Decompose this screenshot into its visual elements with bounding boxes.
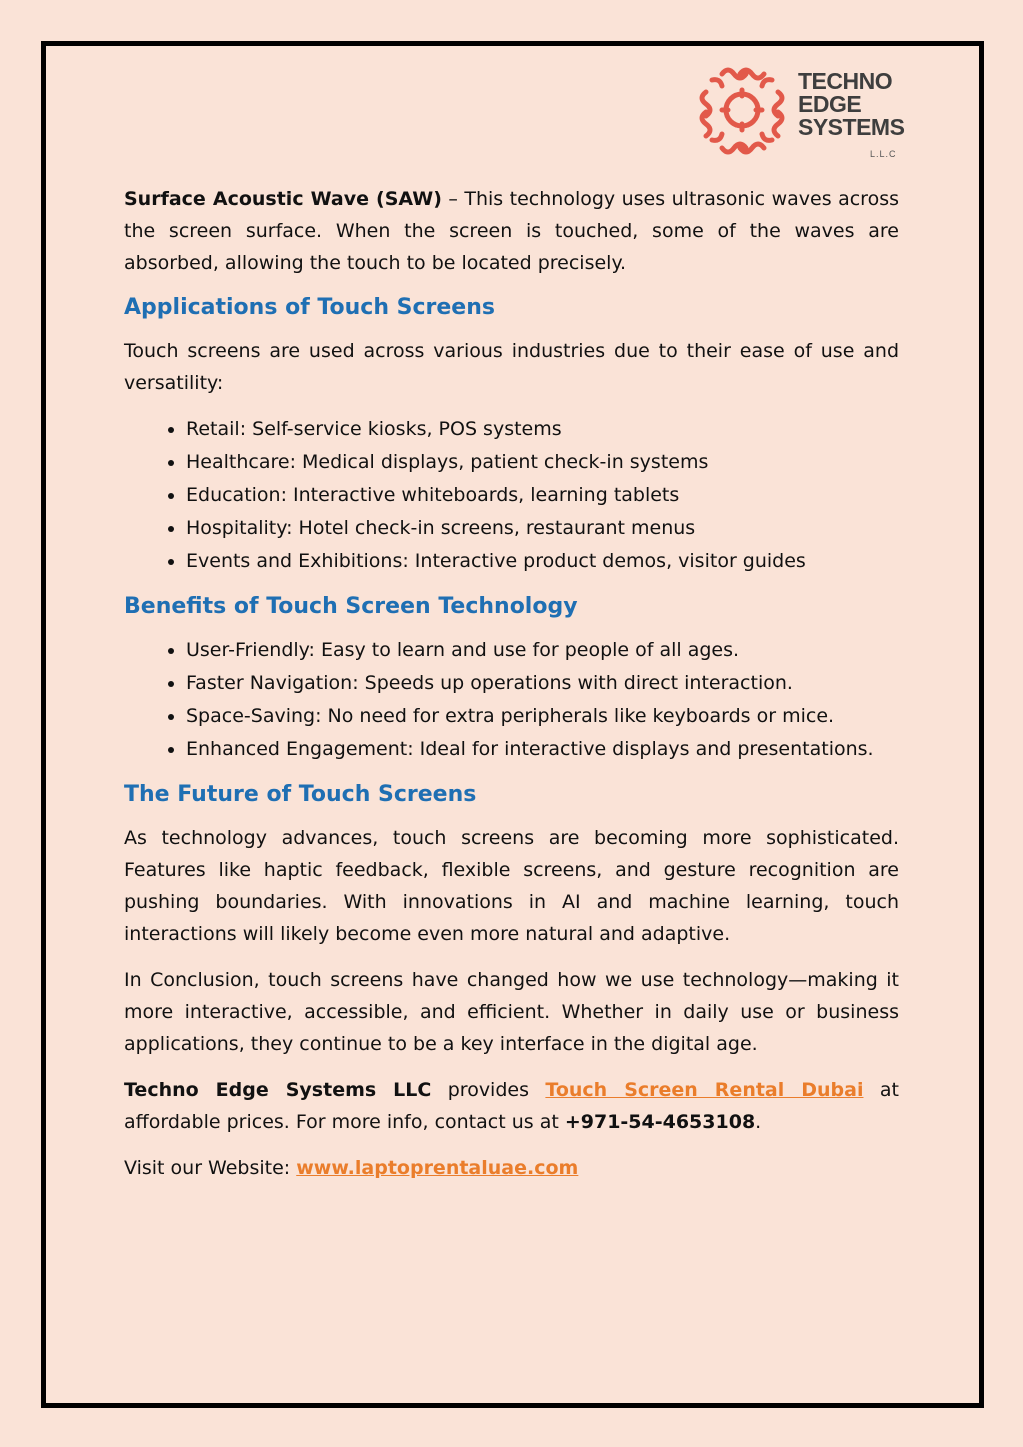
list-item: • User-Friendly: Easy to learn and use for people of all ages. [186, 634, 899, 667]
contact-end: . [755, 1111, 762, 1133]
contact-paragraph [124, 1074, 899, 1138]
document-body [124, 183, 899, 1198]
list-item: • Enhanced Engagement: Ideal for interactive displays and presentations. [186, 733, 899, 766]
website-paragraph [124, 1152, 899, 1184]
applications-list [124, 413, 899, 578]
list-item: • Events and Exhibitions: Interactive product demos, visitor guides [186, 545, 899, 578]
applications-intro: Touch screens are used across various industries due to their ease of use and versatility: [124, 340, 899, 394]
benefits-heading: Benefits of Touch Screen Technology [124, 594, 578, 619]
provides-text: provides [431, 1079, 546, 1101]
company-logo [692, 60, 905, 160]
list-item: • Education: Interactive whiteboards, learning tablets [186, 479, 899, 512]
logo-line-edge: EDGE [798, 91, 862, 117]
rental-link[interactable]: Touch Screen Rental Dubai [545, 1079, 864, 1101]
conclusion-paragraph: In Conclusion, touch screens have changed how we use technology—making it more interactive, accessible, and efficient. Whether in daily use or business applications, they continue to be a key interface in the digital age. [124, 969, 899, 1055]
logo-suffix: L.L.C [870, 149, 897, 159]
future-paragraph: As technology advances, touch screens are becoming more sophisticated. Features like haptic feedback, flexible screens, and gesture recognition are pushing boundaries. With innovations in AI and machine learning, touch interactions will likely become even more natural and adaptive. [124, 827, 899, 945]
website-link[interactable]: www.laptoprentaluae.com [296, 1157, 579, 1179]
list-item: • Retail: Self-service kiosks, POS systems [186, 413, 899, 446]
saw-term: Surface Acoustic Wave (SAW) [124, 188, 442, 210]
phone-number: +971-54-4653108 [564, 1111, 756, 1133]
applications-heading: Applications of Touch Screens [124, 295, 495, 320]
saw-paragraph [124, 183, 899, 279]
logo-line-techno: TECHNO [798, 68, 893, 94]
benefits-list [124, 634, 899, 766]
after-link-text: at affordable prices. For more info, contact us at [124, 1079, 899, 1133]
logo-line-systems: SYSTEMS [798, 114, 905, 140]
future-heading: The Future of Touch Screens [124, 782, 477, 807]
list-item: • Healthcare: Medical displays, patient check-in systems [186, 446, 899, 479]
saw-text: – This technology uses ultrasonic waves across the screen surface. When the screen is touched, some of the waves are absorbed, allowing the touch to be located precisely. [124, 188, 899, 274]
website-label: Visit our Website: [124, 1157, 297, 1179]
list-item: • Space-Saving: No need for extra peripherals like keyboards or mice. [186, 700, 899, 733]
logo-mark-icon [692, 60, 792, 160]
company-name: Techno Edge Systems LLC [124, 1079, 432, 1101]
list-item: • Faster Navigation: Speeds up operations with direct interaction. [186, 667, 899, 700]
list-item: • Hospitality: Hotel check-in screens, restaurant menus [186, 512, 899, 545]
